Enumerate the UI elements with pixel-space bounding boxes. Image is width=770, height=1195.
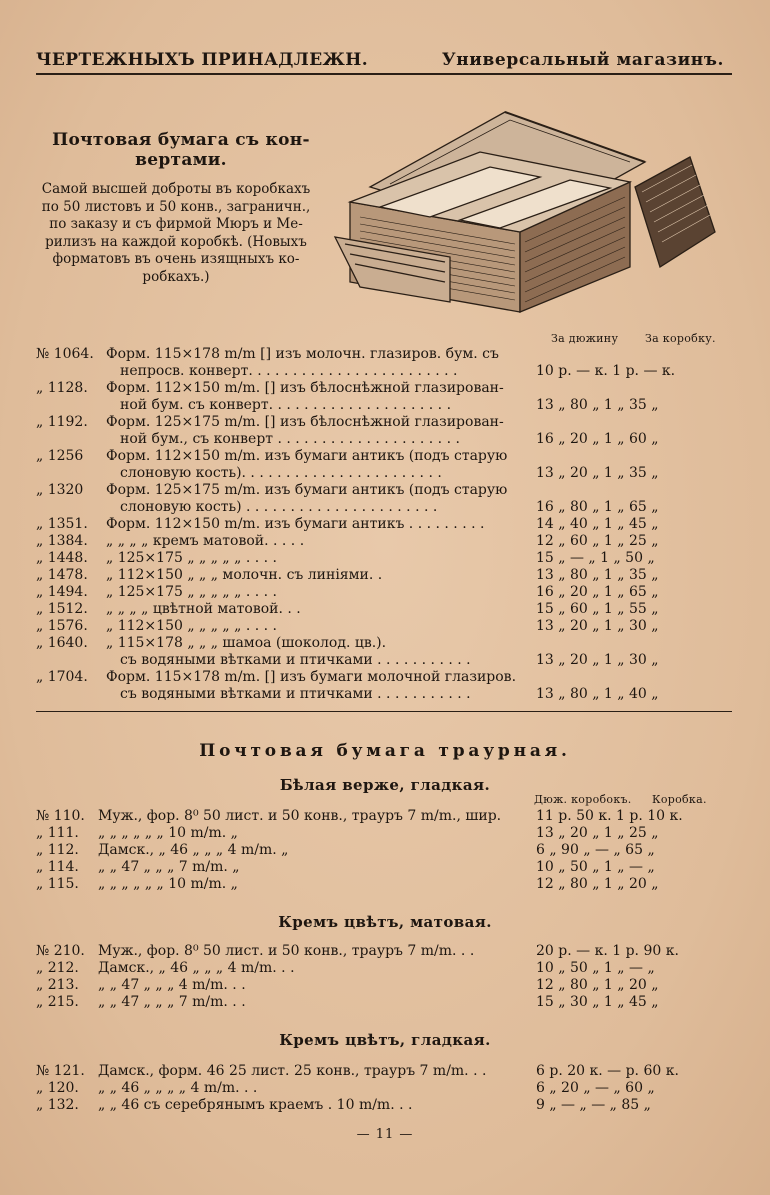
item-price: 12 „ 60 „ 1 „ 25 „: [536, 533, 659, 549]
price-row: [36, 346, 726, 363]
running-header: [36, 46, 724, 74]
intro-line: по 50 листовъ и 50 конв., заграничн.,: [41, 198, 311, 215]
price-row: [36, 652, 726, 669]
price-row: [36, 842, 726, 859]
item-price: 12 „ 80 „ 1 „ 20 „: [536, 977, 659, 993]
mourning-list-2: [36, 943, 726, 1011]
item-description: непросв. конверт. . . . . . . . . . . . . . . . . . . . . . . .: [120, 363, 458, 379]
subsection-title-1: Бѣлая верже, гладкая.: [279, 776, 491, 794]
item-price: 13 „ 80 „ 1 „ 35 „: [536, 397, 659, 413]
mourning-list-1: [36, 808, 726, 893]
price-row: [36, 960, 726, 977]
price-row: [36, 363, 726, 380]
col-header-dozen-boxes: Дюж. коробокъ.: [534, 793, 632, 806]
item-number: „ 112.: [36, 842, 79, 858]
product-list: [36, 346, 726, 703]
col-header-box: За коробку.: [645, 332, 716, 345]
item-price: 13 „ 20 „ 1 „ 35 „: [536, 465, 659, 481]
price-row: [36, 686, 726, 703]
price-row: [36, 397, 726, 414]
price-row: [36, 414, 726, 431]
item-price: 11 р. 50 к. 1 р. 10 к.: [536, 808, 683, 824]
item-number: „ 111.: [36, 825, 79, 841]
item-number: „ 132.: [36, 1097, 79, 1113]
item-description: „ 112×150 „ „ „ „ „ . . . .: [106, 618, 277, 634]
item-price: 20 р. — к. 1 р. 90 к.: [536, 943, 679, 959]
item-number: „ 120.: [36, 1080, 79, 1096]
item-description: „ „ „ „ кремъ матовой. . . . .: [106, 533, 305, 549]
price-row: [36, 431, 726, 448]
item-number: „ 1192.: [36, 414, 88, 430]
intro-description: [36, 181, 316, 286]
item-description: слоновую кость). . . . . . . . . . . . . . . . . . . . . . .: [120, 465, 442, 481]
intro-line: робкахъ.): [142, 268, 210, 285]
price-row: [36, 550, 726, 567]
price-row: [36, 859, 726, 876]
item-description: Муж., фор. 8⁰ 50 лист. и 50 конв., трауръ 7 m/m., шир.: [98, 808, 502, 824]
item-price: 15 „ 30 „ 1 „ 45 „: [536, 994, 659, 1010]
section-title-line1: Почтовая бумага съ кон-: [52, 130, 310, 150]
item-number: № 1064.: [36, 346, 94, 362]
item-description: „ „ „ „ цвѣтной матовой. . .: [106, 601, 301, 617]
item-number: „ 1704.: [36, 669, 88, 685]
item-price: 16 „ 20 „ 1 „ 60 „: [536, 431, 659, 447]
item-number: „ 1384.: [36, 533, 88, 549]
price-row: [36, 533, 726, 550]
item-number: „ 212.: [36, 960, 79, 976]
item-description: „ 125×175 „ „ „ „ „ . . . .: [106, 584, 277, 600]
header-rule: [36, 73, 732, 75]
item-description: Дамск., „ 46 „ „ „ 4 m/m. . .: [98, 960, 295, 976]
col-header-dozen: За дюжину: [551, 332, 619, 345]
item-description: Форм. 125×175 m/m. изъ бумаги антикъ (подъ старую: [106, 482, 508, 498]
item-price: 13 „ 80 „ 1 „ 35 „: [536, 567, 659, 583]
item-description: „ „ 46 „ „ „ „ 4 m/m. . .: [98, 1080, 258, 1096]
price-row: [36, 516, 726, 533]
item-description: „ „ „ „ „ „ 10 m/m. „: [98, 825, 238, 841]
item-price: 6 р. 20 к. — р. 60 к.: [536, 1063, 679, 1079]
item-number: „ 213.: [36, 977, 79, 993]
item-description: Форм. 112×150 m/m. изъ бумаги антикъ . . . . . . . . .: [106, 516, 485, 532]
price-row: [36, 825, 726, 842]
item-description: Муж., фор. 8⁰ 50 лист. и 50 конв., трауръ 7 m/m. . .: [98, 943, 475, 959]
price-row: [36, 499, 726, 516]
subsection-title-2: Кремъ цвѣтъ, матовая.: [278, 913, 492, 931]
item-description: съ водяными вѣтками и птичками . . . . . . . . . . .: [120, 652, 471, 668]
item-description: ной бум. съ конверт. . . . . . . . . . . . . . . . . . . . .: [120, 397, 452, 413]
price-row: [36, 601, 726, 618]
item-number: „ 1640.: [36, 635, 88, 651]
item-description: „ „ 46 съ серебрянымъ краемъ . 10 m/m. . .: [98, 1097, 413, 1113]
item-description: „ 112×150 „ „ „ молочн. съ линіями. .: [106, 567, 383, 583]
item-description: съ водяными вѣтками и птичками . . . . . . . . . . .: [120, 686, 471, 702]
item-number: „ 114.: [36, 859, 79, 875]
item-number: „ 1512.: [36, 601, 88, 617]
price-row: [36, 943, 726, 960]
intro-line: рилизъ на каждой коробкѣ. (Новыхъ: [45, 233, 307, 250]
intro-line: по заказу и съ фирмой Мюръ и Ме-: [49, 216, 303, 232]
intro-line: Самой высшей доброты въ коробкахъ: [41, 181, 311, 197]
price-row: [36, 584, 726, 601]
item-price: 16 „ 20 „ 1 „ 65 „: [536, 584, 659, 600]
item-price: 15 „ — „ 1 „ 50 „: [536, 550, 655, 566]
item-description: Форм. 112×150 m/m. [] изъ бѣлоснѣжной глазирован-: [106, 380, 504, 396]
item-description: „ „ 47 „ „ „ 4 m/m. . .: [98, 977, 246, 993]
item-description: Форм. 125×175 m/m. [] изъ бѣлоснѣжной глазирован-: [106, 414, 504, 430]
price-row: [36, 618, 726, 635]
item-number: № 110.: [36, 808, 85, 824]
item-number: „ 1448.: [36, 550, 88, 566]
col-header-box-2: Коробка.: [652, 793, 707, 806]
item-number: „ 1256: [36, 448, 84, 464]
item-price: 15 „ 60 „ 1 „ 55 „: [536, 601, 659, 617]
header-left: ЧЕРТЕЖНЫХЪ ПРИНАДЛЕЖН.: [36, 50, 369, 70]
item-description: „ „ „ „ „ „ 10 m/m. „: [98, 876, 238, 892]
item-price: 6 „ 90 „ — „ 65 „: [536, 842, 655, 858]
price-row: [36, 465, 726, 482]
price-row: [36, 482, 726, 499]
item-number: „ 1351.: [36, 516, 88, 532]
subsection-title-3: Кремъ цвѣтъ, гладкая.: [279, 1031, 491, 1049]
item-number: „ 1494.: [36, 584, 88, 600]
item-price: 10 р. — к. 1 р. — к.: [536, 363, 676, 379]
item-price: 10 „ 50 „ 1 „ — „: [536, 859, 655, 875]
mourning-title: Почтовая бумага траурная.: [199, 741, 571, 761]
item-description: „ „ 47 „ „ „ 7 m/m. . .: [98, 994, 246, 1010]
item-number: „ 115.: [36, 876, 79, 892]
item-description: Форм. 115×178 m/m. [] изъ бумаги молочной глазиров.: [106, 669, 517, 685]
item-price: 13 „ 80 „ 1 „ 40 „: [536, 686, 659, 702]
item-description: Форм. 112×150 m/m. изъ бумаги антикъ (подъ старую: [106, 448, 508, 464]
item-number: „ 1320: [36, 482, 84, 498]
item-description: „ 125×175 „ „ „ „ „ . . . .: [106, 550, 277, 566]
item-description: Дамск., форм. 46 25 лист. 25 конв., трауръ 7 m/m. . .: [98, 1063, 487, 1079]
price-row: [36, 380, 726, 397]
item-number: „ 1128.: [36, 380, 88, 396]
item-number: № 210.: [36, 943, 85, 959]
header-right: Универсальный магазинъ.: [441, 50, 724, 70]
item-price: 13 „ 20 „ 1 „ 30 „: [536, 618, 659, 634]
item-description: слоновую кость) . . . . . . . . . . . . . . . . . . . . . .: [120, 499, 438, 515]
stationery-box-illustration: [330, 92, 725, 324]
item-price: 9 „ — „ — „ 85 „: [536, 1097, 651, 1113]
intro-line: форматовъ въ очень изящныхъ ко-: [52, 251, 300, 267]
item-number: № 121.: [36, 1063, 85, 1079]
item-price: 10 „ 50 „ 1 „ — „: [536, 960, 655, 976]
price-row: [36, 1080, 726, 1097]
item-price: 16 „ 80 „ 1 „ 65 „: [536, 499, 659, 515]
item-number: „ 1576.: [36, 618, 88, 634]
section-title: [36, 130, 326, 170]
price-row: [36, 876, 726, 893]
price-row: [36, 994, 726, 1011]
item-number: „ 1478.: [36, 567, 88, 583]
price-row: [36, 977, 726, 994]
item-price: 12 „ 80 „ 1 „ 20 „: [536, 876, 659, 892]
section-divider: [36, 711, 732, 712]
item-description: „ 115×178 „ „ „ шамоа (шоколод. цв.).: [106, 635, 387, 651]
price-row: [36, 1097, 726, 1114]
item-price: 13 „ 20 „ 1 „ 30 „: [536, 652, 659, 668]
item-description: „ „ 47 „ „ „ 7 m/m. „: [98, 859, 240, 875]
price-row: [36, 448, 726, 465]
item-description: Дамск., „ 46 „ „ „ 4 m/m. „: [98, 842, 289, 858]
item-description: Форм. 115×178 m/m [] изъ молочн. глазиров. бум. съ: [106, 346, 499, 362]
item-price: 13 „ 20 „ 1 „ 25 „: [536, 825, 659, 841]
item-description: ной бум., съ конверт . . . . . . . . . . . . . . . . . . . . .: [120, 431, 460, 447]
price-row: [36, 808, 726, 825]
item-number: „ 215.: [36, 994, 79, 1010]
mourning-list-3: [36, 1063, 726, 1114]
price-row: [36, 567, 726, 584]
price-row: [36, 669, 726, 686]
item-price: 14 „ 40 „ 1 „ 45 „: [536, 516, 659, 532]
page-number: — 11 —: [356, 1127, 414, 1142]
item-price: 6 „ 20 „ — „ 60 „: [536, 1080, 655, 1096]
price-row: [36, 1063, 726, 1080]
price-row: [36, 635, 726, 652]
section-title-line2: вертами.: [135, 150, 227, 170]
